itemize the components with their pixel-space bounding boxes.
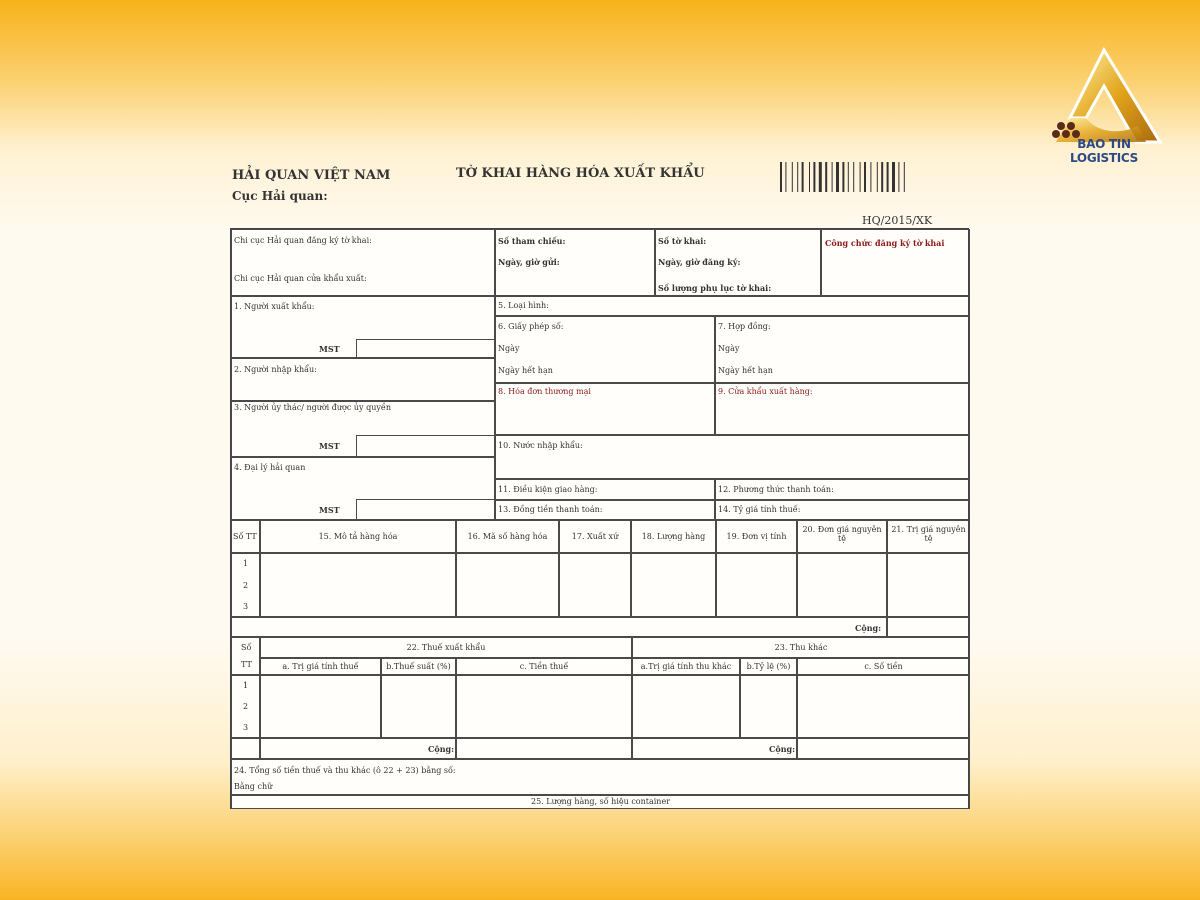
goods-body-4[interactable] [631, 553, 716, 617]
goods-header-0: Số TT [233, 532, 257, 541]
goods-body-2[interactable] [456, 553, 559, 617]
so-tham-chieu-label: Số tham chiếu: [498, 236, 566, 246]
dong-tien-label: 13. Đồng tiền thanh toán: [498, 505, 603, 514]
goods-header-6: 20. Đơn giá nguyên tệ [802, 525, 882, 543]
org-name: HẢI QUAN VIỆT NAM [232, 168, 391, 183]
export-total-cell[interactable] [456, 738, 632, 759]
other-total-cell[interactable] [797, 738, 970, 759]
barcode-icon [780, 162, 948, 192]
mst-label-3: MST [319, 505, 340, 515]
goods-body-6[interactable] [797, 553, 887, 617]
other-body-a[interactable] [632, 675, 740, 738]
container-label: 25. Lượng hàng, số hiệu container [530, 797, 671, 806]
nuoc-nhap-khau-label: 10. Nước nhập khẩu: [498, 441, 583, 450]
other-body-b[interactable] [740, 675, 797, 738]
nguoi-xuat-khau-label: 1. Người xuất khẩu: [234, 302, 315, 311]
other-col-a-label: a.Trị giá tính thu khác [640, 662, 732, 671]
goods-header-1: 15. Mô tả hàng hóa [318, 532, 398, 541]
giay-phep-label: 6. Giấy phép số: [498, 322, 564, 331]
goods-body-5[interactable] [716, 553, 797, 617]
export-col-c-label: c. Tiền thuế [519, 662, 569, 671]
total-amount-label: 24. Tổng số tiền thuế và thu khác (ô 22 + 23) bằng số: [234, 766, 456, 775]
mst-input-2[interactable] [356, 435, 495, 457]
goods-header-3: 17. Xuất xứ [571, 532, 619, 541]
other-col-c-label: c. Số tiền [864, 662, 903, 671]
goods-header-5: 19. Đơn vị tính [726, 532, 787, 541]
goods-body-3[interactable] [559, 553, 631, 617]
other-body-c[interactable] [797, 675, 970, 738]
goods-body-1[interactable] [260, 553, 456, 617]
tax-body-b[interactable] [381, 675, 456, 738]
ngay-label-6: Ngày [498, 344, 520, 353]
tax-stt-top: Số [241, 643, 252, 652]
so-to-khai-label: Số tờ khai: [658, 236, 707, 246]
export-total-label: Cộng: [428, 744, 455, 754]
phuong-thuc-label: 12. Phương thức thanh toán: [718, 485, 834, 494]
department-label: Cục Hải quan: [232, 189, 328, 203]
form-code: HQ/2015/XK [862, 214, 933, 227]
ngay-gio-gui-label: Ngày, giờ gửi: [498, 257, 560, 267]
chi-cuc-cua-khau-label: Chi cục Hải quan cửa khẩu xuất: [234, 274, 367, 283]
goods-row-3: 3 [243, 602, 249, 611]
tax-row-3: 3 [243, 723, 249, 732]
cua-khau-label: 9. Cửa khẩu xuất hàng: [718, 387, 813, 396]
mst-input-1[interactable] [356, 339, 495, 358]
dieu-kien-label: 11. Điều kiện giao hàng: [498, 485, 598, 494]
brand-name: BAO TIN LOGISTICS [1070, 137, 1138, 165]
tax-row-1: 1 [243, 681, 249, 690]
export-col-b-label: b.Thuế suất (%) [386, 662, 451, 671]
total-amount-cell [231, 759, 970, 795]
goods-body-7[interactable] [887, 553, 970, 617]
loai-hinh-label: 5. Loại hình: [498, 301, 549, 310]
goods-row-1: 1 [243, 559, 249, 568]
chi-cuc-dang-ky-label: Chi cục Hải quan đăng ký tờ khai: [234, 236, 372, 245]
nguoi-nhap-khau-label: 2. Người nhập khẩu: [234, 365, 317, 374]
in-words-label: Bằng chữ [234, 782, 273, 791]
goods-header-2: 16. Mã số hàng hóa [467, 532, 548, 541]
mst-label-1: MST [319, 344, 340, 354]
export-total-label-cell [260, 738, 456, 759]
dai-ly-label: 4. Đại lý hải quan [234, 463, 306, 472]
goods-header-4: 18. Lượng hàng [641, 532, 706, 541]
form-title: TỜ KHAI HÀNG HÓA XUẤT KHẨU [456, 166, 705, 181]
hop-dong-label: 7. Hợp đồng: [718, 322, 771, 331]
goods-total-row [231, 617, 887, 637]
tax-body-c[interactable] [456, 675, 632, 738]
goods-row-2: 2 [243, 581, 249, 590]
other-tax-label: 23. Thu khác [774, 643, 828, 652]
mst-label-2: MST [319, 441, 340, 451]
so-luong-phu-luc-label: Số lượng phụ lục tờ khai: [658, 283, 772, 293]
other-total-label: Cộng: [769, 744, 796, 754]
ngay-het-han-label-7: Ngày hết hạn [718, 366, 773, 375]
goods-header-7: 21. Trị giá nguyên tệ [891, 525, 966, 543]
tax-body-a[interactable] [260, 675, 381, 738]
tax-total-stt [231, 738, 260, 759]
cong-chuc-label: Công chức đăng ký tờ khai [825, 238, 945, 248]
declaration-form [230, 228, 969, 809]
ty-gia-label: 14. Tỷ giá tính thuế: [718, 505, 801, 514]
ngay-gio-dang-ky-label: Ngày, giờ đăng ký: [658, 257, 741, 267]
export-tax-label: 22. Thuế xuất khẩu [406, 643, 486, 652]
tax-stt-bottom: TT [241, 660, 252, 669]
ngay-label-7: Ngày [718, 344, 740, 353]
goods-total-label: Cộng: [855, 623, 882, 633]
tax-row-2: 2 [243, 702, 249, 711]
loai-hinh-cell [495, 296, 970, 316]
ngay-het-han-label-6: Ngày hết hạn [498, 366, 553, 375]
export-col-a-label: a. Trị giá tính thuế [282, 662, 359, 671]
nguoi-uy-thac-label: 3. Người ủy thác/ người được ủy quyền [234, 403, 391, 412]
other-col-b-label: b.Tỷ lệ (%) [746, 662, 791, 671]
hoa-don-label: 8. Hóa đơn thương mại [498, 387, 591, 396]
mst-input-3[interactable] [356, 499, 495, 520]
goods-total-cell[interactable] [887, 617, 970, 637]
